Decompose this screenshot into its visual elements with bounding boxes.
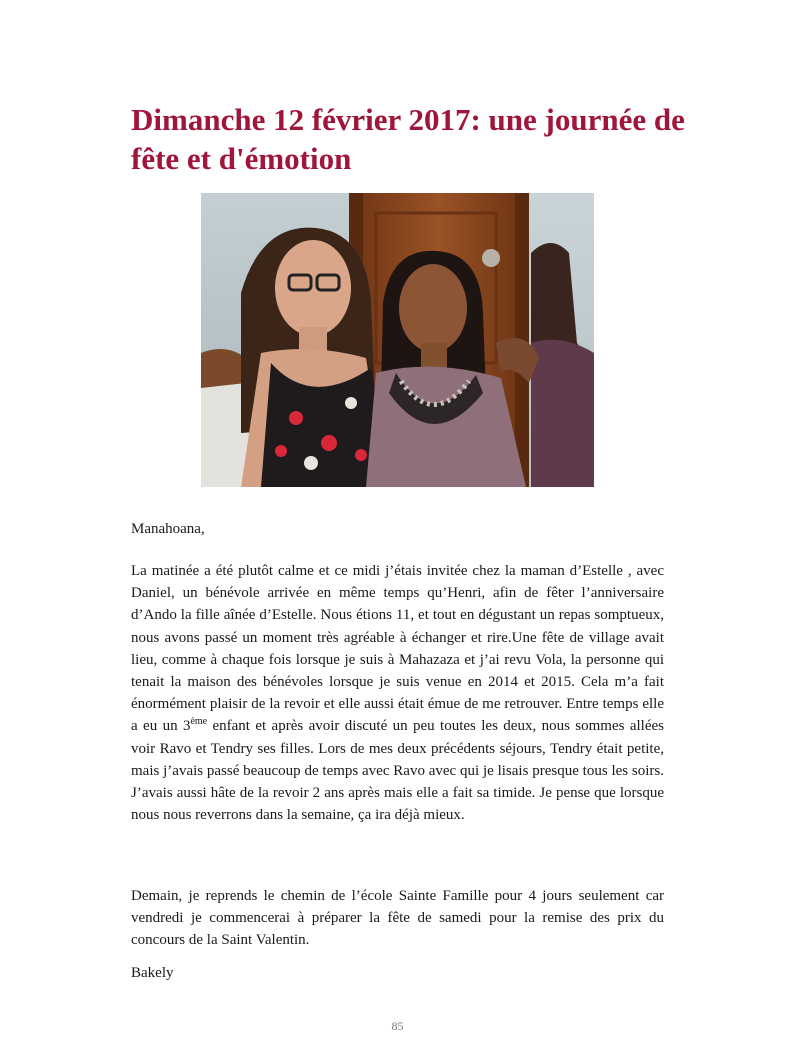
page-number: 85 — [391, 1019, 404, 1033]
photo-two-women-icon — [201, 193, 594, 487]
paragraph-main-end: enfant et après avoir discuté un peu toutes les deux, nous sommes allées voir Ravo et Tendry ses filles. Lors de mes deux précédents séjours, Tendry était petite, mais j’avais passé beaucoup de temps avec Ravo avec qui je lisais presque tous les soirs. J’avais aussi hâte de la revoir 2 ans après mais elle a fait sa timide. Je pense que lorsque nous nous reverrons dans la semaine, ça ira déjà mieux. — [131, 718, 664, 824]
greeting: Manahoana, — [131, 521, 205, 537]
page-title: Dimanche 12 février 2017: une journée de fête et d'émotion — [131, 102, 685, 176]
paragraph-main-start: La matinée a été plutôt calme et ce midi j’étais invitée chez la maman d’Estelle , avec Daniel, un bénévole arrivée en même temps qu’Henri, afin de fêter l’anniversaire d’Ando la fille aînée d’Estelle. Nous étions 11, et tout en dégustant un repas somptueux, nous avons passé un moment très agréable à échanger et rire.Une fête de village avait lieu, comme à chaque fois lorsque je suis à Mahazaza et j’ai revu Vola, la personne qui tenait la maison des bénévoles lorsque je suis venue en 2014 et 2015. Cela m’a fait énormément plaisir de la revoir et elle aussi était émue de me retrouver. Entre temps elle a eu un 3 — [131, 563, 664, 735]
signature: Bakely — [131, 965, 174, 981]
photo — [201, 193, 594, 487]
paragraph-second: Demain, je reprends le chemin de l’école Sainte Famille pour 4 jours seulement car vendredi je commencerai à préparer la fête de samedi pour la remise des prix du concours de la Saint Valentin. — [131, 888, 664, 949]
superscript-eme: ème — [190, 716, 208, 728]
paragraph-main — [131, 560, 664, 826]
